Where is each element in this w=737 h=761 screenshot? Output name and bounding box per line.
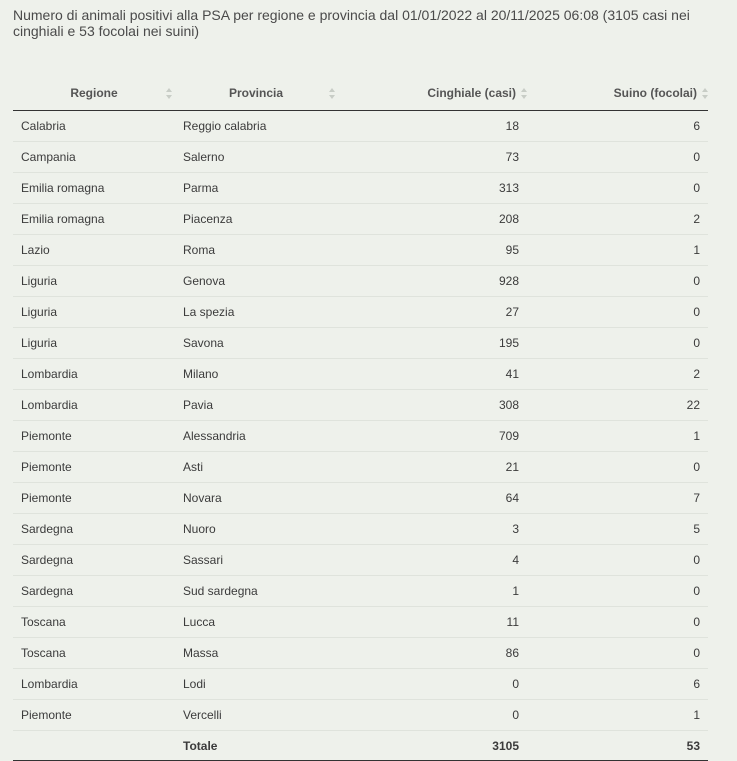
table-row	[13, 483, 708, 514]
column-header-provincia[interactable]	[175, 76, 337, 111]
cell-cinghiale: 86	[337, 638, 527, 669]
cell-suino: 0	[527, 142, 708, 173]
cell-regione: Lombardia	[13, 669, 175, 700]
sort-arrows-icon[interactable]	[329, 88, 335, 99]
cell-suino: 6	[527, 669, 708, 700]
cell-suino: 2	[527, 204, 708, 235]
table-row	[13, 390, 708, 421]
cell-regione: Sardegna	[13, 545, 175, 576]
table-row	[13, 452, 708, 483]
cell-suino: 1	[527, 700, 708, 731]
cell-provincia: Lucca	[175, 607, 337, 638]
table-row	[13, 359, 708, 390]
psa-table	[13, 76, 708, 761]
column-header-cinghiale-label: Cinghiale (casi)	[427, 86, 516, 100]
cell-suino: 0	[527, 545, 708, 576]
cell-cinghiale: 64	[337, 483, 527, 514]
cell-cinghiale: 709	[337, 421, 527, 452]
cell-provincia: Lodi	[175, 669, 337, 700]
table-footer	[13, 731, 708, 761]
cell-suino: 0	[527, 607, 708, 638]
cell-suino: 0	[527, 297, 708, 328]
cell-provincia: Sassari	[175, 545, 337, 576]
cell-cinghiale: 208	[337, 204, 527, 235]
cell-provincia: Pavia	[175, 390, 337, 421]
psa-table-container	[13, 7, 708, 761]
cell-cinghiale: 18	[337, 111, 527, 142]
table-row	[13, 204, 708, 235]
cell-regione: Calabria	[13, 111, 175, 142]
table-row	[13, 111, 708, 142]
cell-provincia: La spezia	[175, 297, 337, 328]
totals-row	[13, 731, 708, 761]
cell-cinghiale: 308	[337, 390, 527, 421]
cell-cinghiale: 0	[337, 669, 527, 700]
cell-suino: 0	[527, 328, 708, 359]
cell-provincia: Piacenza	[175, 204, 337, 235]
cell-cinghiale: 95	[337, 235, 527, 266]
table-row	[13, 142, 708, 173]
sort-arrows-icon[interactable]	[166, 88, 172, 99]
cell-cinghiale: 73	[337, 142, 527, 173]
totals-label: Totale	[175, 731, 337, 761]
totals-suino: 53	[527, 731, 708, 761]
cell-suino: 0	[527, 576, 708, 607]
table-row	[13, 607, 708, 638]
cell-suino: 0	[527, 638, 708, 669]
cell-provincia: Novara	[175, 483, 337, 514]
cell-regione: Sardegna	[13, 576, 175, 607]
cell-regione: Piemonte	[13, 483, 175, 514]
table-row	[13, 235, 708, 266]
cell-regione: Liguria	[13, 297, 175, 328]
table-row	[13, 700, 708, 731]
column-header-suino[interactable]	[527, 76, 708, 111]
cell-provincia: Reggio calabria	[175, 111, 337, 142]
table-row	[13, 421, 708, 452]
cell-provincia: Sud sardegna	[175, 576, 337, 607]
cell-provincia: Salerno	[175, 142, 337, 173]
cell-suino: 0	[527, 452, 708, 483]
table-row	[13, 266, 708, 297]
cell-provincia: Savona	[175, 328, 337, 359]
table-row	[13, 514, 708, 545]
cell-suino: 1	[527, 235, 708, 266]
cell-provincia: Genova	[175, 266, 337, 297]
cell-provincia: Massa	[175, 638, 337, 669]
cell-regione: Liguria	[13, 266, 175, 297]
cell-cinghiale: 928	[337, 266, 527, 297]
column-header-regione-label: Regione	[70, 86, 118, 100]
cell-regione: Emilia romagna	[13, 173, 175, 204]
cell-provincia: Alessandria	[175, 421, 337, 452]
sort-arrows-icon[interactable]	[702, 88, 708, 99]
cell-cinghiale: 27	[337, 297, 527, 328]
cell-cinghiale: 4	[337, 545, 527, 576]
cell-cinghiale: 1	[337, 576, 527, 607]
table-row	[13, 328, 708, 359]
column-header-cinghiale[interactable]	[337, 76, 527, 111]
cell-regione: Liguria	[13, 328, 175, 359]
column-header-regione[interactable]	[13, 76, 175, 111]
cell-regione: Sardegna	[13, 514, 175, 545]
cell-regione: Piemonte	[13, 421, 175, 452]
cell-suino: 7	[527, 483, 708, 514]
column-header-provincia-label: Provincia	[228, 86, 284, 100]
cell-cinghiale: 195	[337, 328, 527, 359]
column-header-suino-label: Suino (focolai)	[613, 86, 697, 100]
cell-regione: Emilia romagna	[13, 204, 175, 235]
cell-provincia: Roma	[175, 235, 337, 266]
table-body	[13, 111, 708, 731]
cell-regione: Lombardia	[13, 359, 175, 390]
cell-suino: 6	[527, 111, 708, 142]
cell-cinghiale: 0	[337, 700, 527, 731]
table-caption: Numero di animali positivi alla PSA per regione e provincia dal 01/01/2022 al 20/11/2025 06:08 (3105 casi nei cinghiali e 53 focolai nei suini)	[13, 7, 690, 39]
cell-suino: 1	[527, 421, 708, 452]
table-row	[13, 669, 708, 700]
cell-suino: 22	[527, 390, 708, 421]
table-header	[13, 76, 708, 111]
cell-provincia: Asti	[175, 452, 337, 483]
cell-cinghiale: 3	[337, 514, 527, 545]
cell-suino: 0	[527, 266, 708, 297]
table-row	[13, 297, 708, 328]
cell-cinghiale: 313	[337, 173, 527, 204]
cell-provincia: Parma	[175, 173, 337, 204]
cell-suino: 5	[527, 514, 708, 545]
table-row	[13, 638, 708, 669]
cell-regione: Lazio	[13, 235, 175, 266]
cell-regione: Piemonte	[13, 452, 175, 483]
cell-cinghiale: 21	[337, 452, 527, 483]
table-row	[13, 545, 708, 576]
cell-regione: Toscana	[13, 638, 175, 669]
cell-cinghiale: 41	[337, 359, 527, 390]
cell-suino: 0	[527, 173, 708, 204]
totals-cinghiale: 3105	[337, 731, 527, 761]
table-row	[13, 576, 708, 607]
cell-suino: 2	[527, 359, 708, 390]
table-row	[13, 173, 708, 204]
cell-regione: Piemonte	[13, 700, 175, 731]
cell-regione: Toscana	[13, 607, 175, 638]
cell-provincia: Milano	[175, 359, 337, 390]
totals-empty-cell	[13, 731, 175, 761]
cell-provincia: Vercelli	[175, 700, 337, 731]
header-row	[13, 76, 708, 111]
cell-regione: Campania	[13, 142, 175, 173]
cell-cinghiale: 11	[337, 607, 527, 638]
cell-regione: Lombardia	[13, 390, 175, 421]
cell-provincia: Nuoro	[175, 514, 337, 545]
